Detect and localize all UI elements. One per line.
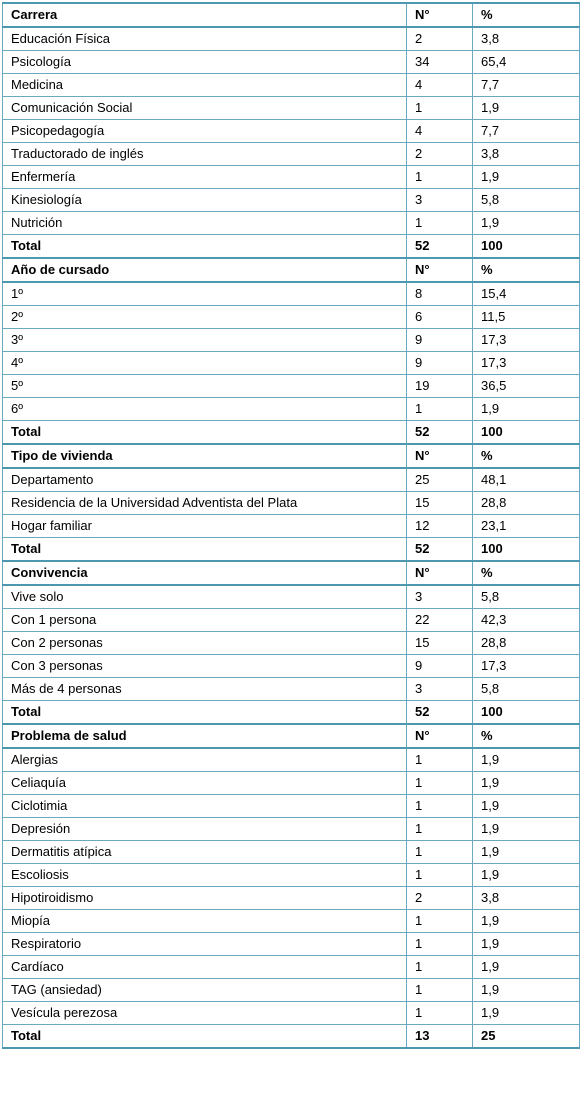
table-row: [3, 329, 580, 352]
table-label-cell: Respiratorio: [3, 933, 407, 956]
table-label-cell: TAG (ansiedad): [3, 979, 407, 1002]
section-header-percent-cell: %: [473, 444, 580, 468]
table-row: [3, 1002, 580, 1025]
table-count-cell: 1: [407, 956, 473, 979]
total-row: [3, 538, 580, 562]
table-percent-cell: 7,7: [473, 120, 580, 143]
table-count-cell: 4: [407, 120, 473, 143]
table-count-cell: 15: [407, 632, 473, 655]
section-header-label-cell: Año de cursado: [3, 258, 407, 282]
table-count-cell: 6: [407, 306, 473, 329]
table-count-cell: 22: [407, 609, 473, 632]
table-percent-cell: 3,8: [473, 887, 580, 910]
section-header-row: [3, 724, 580, 748]
table-percent-cell: 15,4: [473, 282, 580, 306]
table-percent-cell: 1,9: [473, 910, 580, 933]
table-count-cell: 1: [407, 212, 473, 235]
total-row: [3, 235, 580, 259]
table-percent-cell: 65,4: [473, 51, 580, 74]
table-percent-cell: 1,9: [473, 772, 580, 795]
total-percent-cell: 100: [473, 538, 580, 562]
table-count-cell: 3: [407, 189, 473, 212]
table-row: [3, 120, 580, 143]
table-percent-cell: 7,7: [473, 74, 580, 97]
table-row: [3, 189, 580, 212]
table-percent-cell: 42,3: [473, 609, 580, 632]
table-row: [3, 841, 580, 864]
total-label-cell: Total: [3, 1025, 407, 1049]
table-count-cell: 8: [407, 282, 473, 306]
table-percent-cell: 11,5: [473, 306, 580, 329]
table-row: [3, 212, 580, 235]
table-row: [3, 887, 580, 910]
table-row: [3, 772, 580, 795]
table-count-cell: 3: [407, 585, 473, 609]
table-row: [3, 352, 580, 375]
table-row: [3, 515, 580, 538]
table-label-cell: Traductorado de inglés: [3, 143, 407, 166]
section-header-label-cell: Tipo de vivienda: [3, 444, 407, 468]
table-count-cell: 1: [407, 841, 473, 864]
table-count-cell: 1: [407, 864, 473, 887]
table-label-cell: Enfermería: [3, 166, 407, 189]
section-header-percent-cell: %: [473, 3, 580, 27]
table-count-cell: 4: [407, 74, 473, 97]
table-count-cell: 19: [407, 375, 473, 398]
table-row: [3, 910, 580, 933]
table-label-cell: 5º: [3, 375, 407, 398]
total-label-cell: Total: [3, 235, 407, 259]
table-label-cell: Miopía: [3, 910, 407, 933]
table-percent-cell: 23,1: [473, 515, 580, 538]
table-percent-cell: 1,9: [473, 956, 580, 979]
table-label-cell: 4º: [3, 352, 407, 375]
table-label-cell: Nutrición: [3, 212, 407, 235]
total-percent-cell: 100: [473, 421, 580, 445]
table-row: [3, 795, 580, 818]
table-percent-cell: 17,3: [473, 655, 580, 678]
table-percent-cell: 1,9: [473, 795, 580, 818]
total-row: [3, 421, 580, 445]
table-label-cell: Celiaquía: [3, 772, 407, 795]
table-row: [3, 143, 580, 166]
table-percent-cell: 1,9: [473, 1002, 580, 1025]
table-row: [3, 933, 580, 956]
table-row: [3, 27, 580, 51]
total-count-cell: 52: [407, 235, 473, 259]
table-label-cell: Ciclotimia: [3, 795, 407, 818]
total-percent-cell: 100: [473, 701, 580, 725]
table-count-cell: 1: [407, 795, 473, 818]
section-header-percent-cell: %: [473, 724, 580, 748]
table-row: [3, 74, 580, 97]
table-percent-cell: 1,9: [473, 818, 580, 841]
table-count-cell: 1: [407, 398, 473, 421]
table-count-cell: 2: [407, 887, 473, 910]
table-label-cell: Vive solo: [3, 585, 407, 609]
table-count-cell: 1: [407, 818, 473, 841]
data-table-body: [3, 3, 580, 1048]
table-row: [3, 864, 580, 887]
table-percent-cell: 17,3: [473, 329, 580, 352]
data-table-container: [2, 2, 579, 1049]
table-label-cell: 2º: [3, 306, 407, 329]
table-row: [3, 609, 580, 632]
table-label-cell: Con 3 personas: [3, 655, 407, 678]
section-header-count-cell: N°: [407, 724, 473, 748]
total-label-cell: Total: [3, 701, 407, 725]
table-row: [3, 51, 580, 74]
table-row: [3, 97, 580, 120]
table-row: [3, 585, 580, 609]
table-label-cell: 3º: [3, 329, 407, 352]
section-header-count-cell: N°: [407, 258, 473, 282]
table-label-cell: Comunicación Social: [3, 97, 407, 120]
total-count-cell: 13: [407, 1025, 473, 1049]
table-count-cell: 1: [407, 748, 473, 772]
table-percent-cell: 1,9: [473, 166, 580, 189]
total-row: [3, 1025, 580, 1049]
table-percent-cell: 3,8: [473, 27, 580, 51]
table-label-cell: Kinesiología: [3, 189, 407, 212]
table-label-cell: 1º: [3, 282, 407, 306]
table-count-cell: 1: [407, 166, 473, 189]
total-percent-cell: 25: [473, 1025, 580, 1049]
table-count-cell: 15: [407, 492, 473, 515]
total-row: [3, 701, 580, 725]
section-header-label-cell: Carrera: [3, 3, 407, 27]
table-percent-cell: 5,8: [473, 189, 580, 212]
table-count-cell: 1: [407, 979, 473, 1002]
table-label-cell: Medicina: [3, 74, 407, 97]
section-header-percent-cell: %: [473, 561, 580, 585]
table-count-cell: 2: [407, 27, 473, 51]
section-header-label-cell: Problema de salud: [3, 724, 407, 748]
table-label-cell: Educación Física: [3, 27, 407, 51]
table-label-cell: Con 1 persona: [3, 609, 407, 632]
table-row: [3, 492, 580, 515]
table-label-cell: Hogar familiar: [3, 515, 407, 538]
table-row: [3, 678, 580, 701]
table-percent-cell: 1,9: [473, 748, 580, 772]
table-label-cell: Vesícula perezosa: [3, 1002, 407, 1025]
table-row: [3, 398, 580, 421]
section-header-label-cell: Convivencia: [3, 561, 407, 585]
table-percent-cell: 1,9: [473, 933, 580, 956]
table-label-cell: Hipotiroidismo: [3, 887, 407, 910]
table-percent-cell: 1,9: [473, 212, 580, 235]
table-label-cell: Escoliosis: [3, 864, 407, 887]
table-percent-cell: 36,5: [473, 375, 580, 398]
table-row: [3, 282, 580, 306]
table-label-cell: Depresión: [3, 818, 407, 841]
table-row: [3, 468, 580, 492]
total-percent-cell: 100: [473, 235, 580, 259]
table-count-cell: 1: [407, 933, 473, 956]
table-count-cell: 2: [407, 143, 473, 166]
table-percent-cell: 5,8: [473, 678, 580, 701]
table-count-cell: 25: [407, 468, 473, 492]
table-count-cell: 9: [407, 329, 473, 352]
table-label-cell: Psicología: [3, 51, 407, 74]
section-header-count-cell: N°: [407, 561, 473, 585]
table-row: [3, 306, 580, 329]
section-header-percent-cell: %: [473, 258, 580, 282]
table-percent-cell: 1,9: [473, 398, 580, 421]
table-percent-cell: 1,9: [473, 864, 580, 887]
table-percent-cell: 17,3: [473, 352, 580, 375]
table-row: [3, 655, 580, 678]
table-label-cell: Más de 4 personas: [3, 678, 407, 701]
total-label-cell: Total: [3, 421, 407, 445]
table-count-cell: 3: [407, 678, 473, 701]
table-percent-cell: 28,8: [473, 492, 580, 515]
table-percent-cell: 1,9: [473, 979, 580, 1002]
table-count-cell: 1: [407, 772, 473, 795]
table-row: [3, 632, 580, 655]
table-row: [3, 956, 580, 979]
table-count-cell: 9: [407, 655, 473, 678]
table-count-cell: 1: [407, 1002, 473, 1025]
section-header-count-cell: N°: [407, 444, 473, 468]
table-percent-cell: 28,8: [473, 632, 580, 655]
table-label-cell: Psicopedagogía: [3, 120, 407, 143]
table-percent-cell: 1,9: [473, 841, 580, 864]
table-row: [3, 375, 580, 398]
table-row: [3, 166, 580, 189]
total-label-cell: Total: [3, 538, 407, 562]
section-header-row: [3, 258, 580, 282]
table-label-cell: 6º: [3, 398, 407, 421]
table-label-cell: Residencia de la Universidad Adventista del Plata: [3, 492, 407, 515]
section-header-row: [3, 444, 580, 468]
table-label-cell: Cardíaco: [3, 956, 407, 979]
section-header-row: [3, 3, 580, 27]
table-count-cell: 1: [407, 910, 473, 933]
total-count-cell: 52: [407, 701, 473, 725]
total-count-cell: 52: [407, 538, 473, 562]
table-percent-cell: 1,9: [473, 97, 580, 120]
section-header-row: [3, 561, 580, 585]
section-header-count-cell: N°: [407, 3, 473, 27]
table-label-cell: Con 2 personas: [3, 632, 407, 655]
table-label-cell: Departamento: [3, 468, 407, 492]
table-row: [3, 979, 580, 1002]
table-count-cell: 34: [407, 51, 473, 74]
table-percent-cell: 48,1: [473, 468, 580, 492]
total-count-cell: 52: [407, 421, 473, 445]
table-row: [3, 818, 580, 841]
data-table: [2, 2, 580, 1049]
table-count-cell: 9: [407, 352, 473, 375]
table-row: [3, 748, 580, 772]
table-label-cell: Dermatitis atípica: [3, 841, 407, 864]
table-percent-cell: 3,8: [473, 143, 580, 166]
table-count-cell: 1: [407, 97, 473, 120]
table-percent-cell: 5,8: [473, 585, 580, 609]
table-label-cell: Alergias: [3, 748, 407, 772]
table-count-cell: 12: [407, 515, 473, 538]
